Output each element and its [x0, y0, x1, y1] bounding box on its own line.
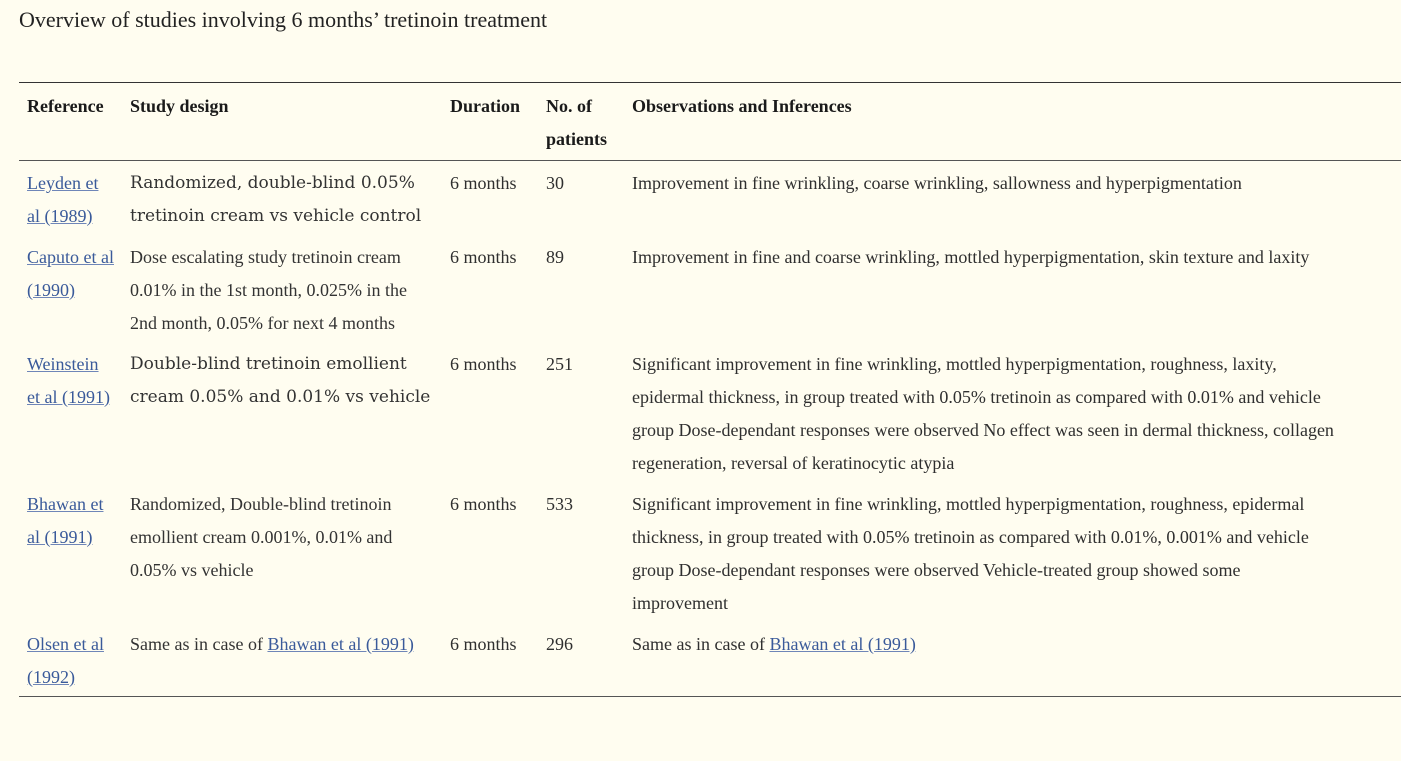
header-duration: Duration	[450, 96, 521, 116]
table-header-row	[19, 83, 1401, 161]
design-reference-link[interactable]: Bhawan et al (1991)	[267, 634, 414, 654]
patients-cell: 89	[546, 247, 564, 267]
reference-cell	[19, 482, 122, 622]
observation-line: improvement	[632, 593, 728, 613]
observations-cell	[624, 622, 1401, 696]
patients-cell: 30	[546, 173, 564, 193]
table-row	[19, 235, 1401, 342]
design-cell: Randomized, Double-blind tretinoin emollient cream 0.001%, 0.01% and 0.05% vs vehicle	[130, 494, 393, 580]
design-cell	[122, 622, 442, 696]
design-cell: Double-blind tretinoin emollient cream 0.05% and 0.01% vs vehicle	[130, 354, 431, 407]
observation-line: thickness, in group treated with 0.05% tretinoin as compared with 0.01%, 0.001% and vehicle	[632, 527, 1309, 547]
design-text: Same as in case of	[130, 634, 268, 654]
reference-link[interactable]: Olsen et al (1992)	[27, 634, 104, 687]
duration-cell: 6 months	[450, 494, 517, 514]
observation-text: Same as in case of	[632, 634, 770, 654]
observation-line: Significant improvement in fine wrinkling, mottled hyperpigmentation, roughness, laxity,	[632, 354, 1277, 374]
reference-cell	[19, 161, 122, 236]
table-row	[19, 622, 1401, 696]
reference-cell	[19, 622, 122, 696]
header-patients: No. of patients	[546, 96, 608, 149]
observations-cell: Improvement in fine wrinkling, coarse wrinkling, sallowness and hyperpigmentation	[632, 173, 1242, 193]
observation-line: Significant improvement in fine wrinkling, mottled hyperpigmentation, roughness, epidermal	[632, 494, 1305, 514]
observation-line: group Dose-dependant responses were observed No effect was seen in dermal thickness, collagen	[632, 420, 1334, 440]
observation-reference-link[interactable]: Bhawan et al (1991)	[769, 634, 916, 654]
reference-cell	[19, 235, 122, 342]
duration-cell: 6 months	[450, 173, 517, 193]
design-cell: Dose escalating study tretinoin cream 0.01% in the 1st month, 0.025% in the 2nd month, 0.05% for next 4 months	[130, 247, 407, 333]
table-row	[19, 161, 1401, 236]
header-study-design: Study design	[130, 96, 229, 116]
design-cell: Randomized, double-blind 0.05% tretinoin cream vs vehicle control	[130, 173, 422, 226]
patients-cell: 296	[546, 634, 573, 654]
reference-link[interactable]: Bhawan et al (1991)	[27, 494, 104, 547]
duration-cell: 6 months	[450, 354, 517, 374]
patients-cell: 251	[546, 354, 573, 374]
observation-line: epidermal thickness, in group treated with 0.05% tretinoin as compared with 0.01% and vehicle	[632, 387, 1321, 407]
header-observations: Observations and Inferences	[632, 96, 852, 116]
studies-table-container[interactable]	[19, 82, 1401, 697]
patients-cell: 533	[546, 494, 573, 514]
duration-cell: 6 months	[450, 247, 517, 267]
observation-line: regeneration, reversal of keratinocytic atypia	[632, 453, 955, 473]
table-caption: Overview of studies involving 6 months’ tretinoin treatment	[19, 7, 548, 32]
table-row	[19, 482, 1401, 622]
reference-link[interactable]: Caputo et al (1990)	[27, 247, 114, 300]
observations-cell: Improvement in fine and coarse wrinkling, mottled hyperpigmentation, skin texture and laxity	[632, 247, 1310, 267]
observations-cell	[624, 482, 1401, 622]
reference-cell	[19, 342, 122, 482]
header-reference: Reference	[27, 96, 104, 116]
observation-line: group Dose-dependant responses were observed Vehicle-treated group showed some	[632, 560, 1241, 580]
observations-cell	[624, 342, 1401, 482]
studies-table	[19, 83, 1401, 696]
reference-link[interactable]: Weinstein et al (1991)	[27, 354, 110, 407]
reference-link[interactable]: Leyden et al (1989)	[27, 173, 99, 226]
duration-cell: 6 months	[450, 634, 517, 654]
table-row	[19, 342, 1401, 482]
